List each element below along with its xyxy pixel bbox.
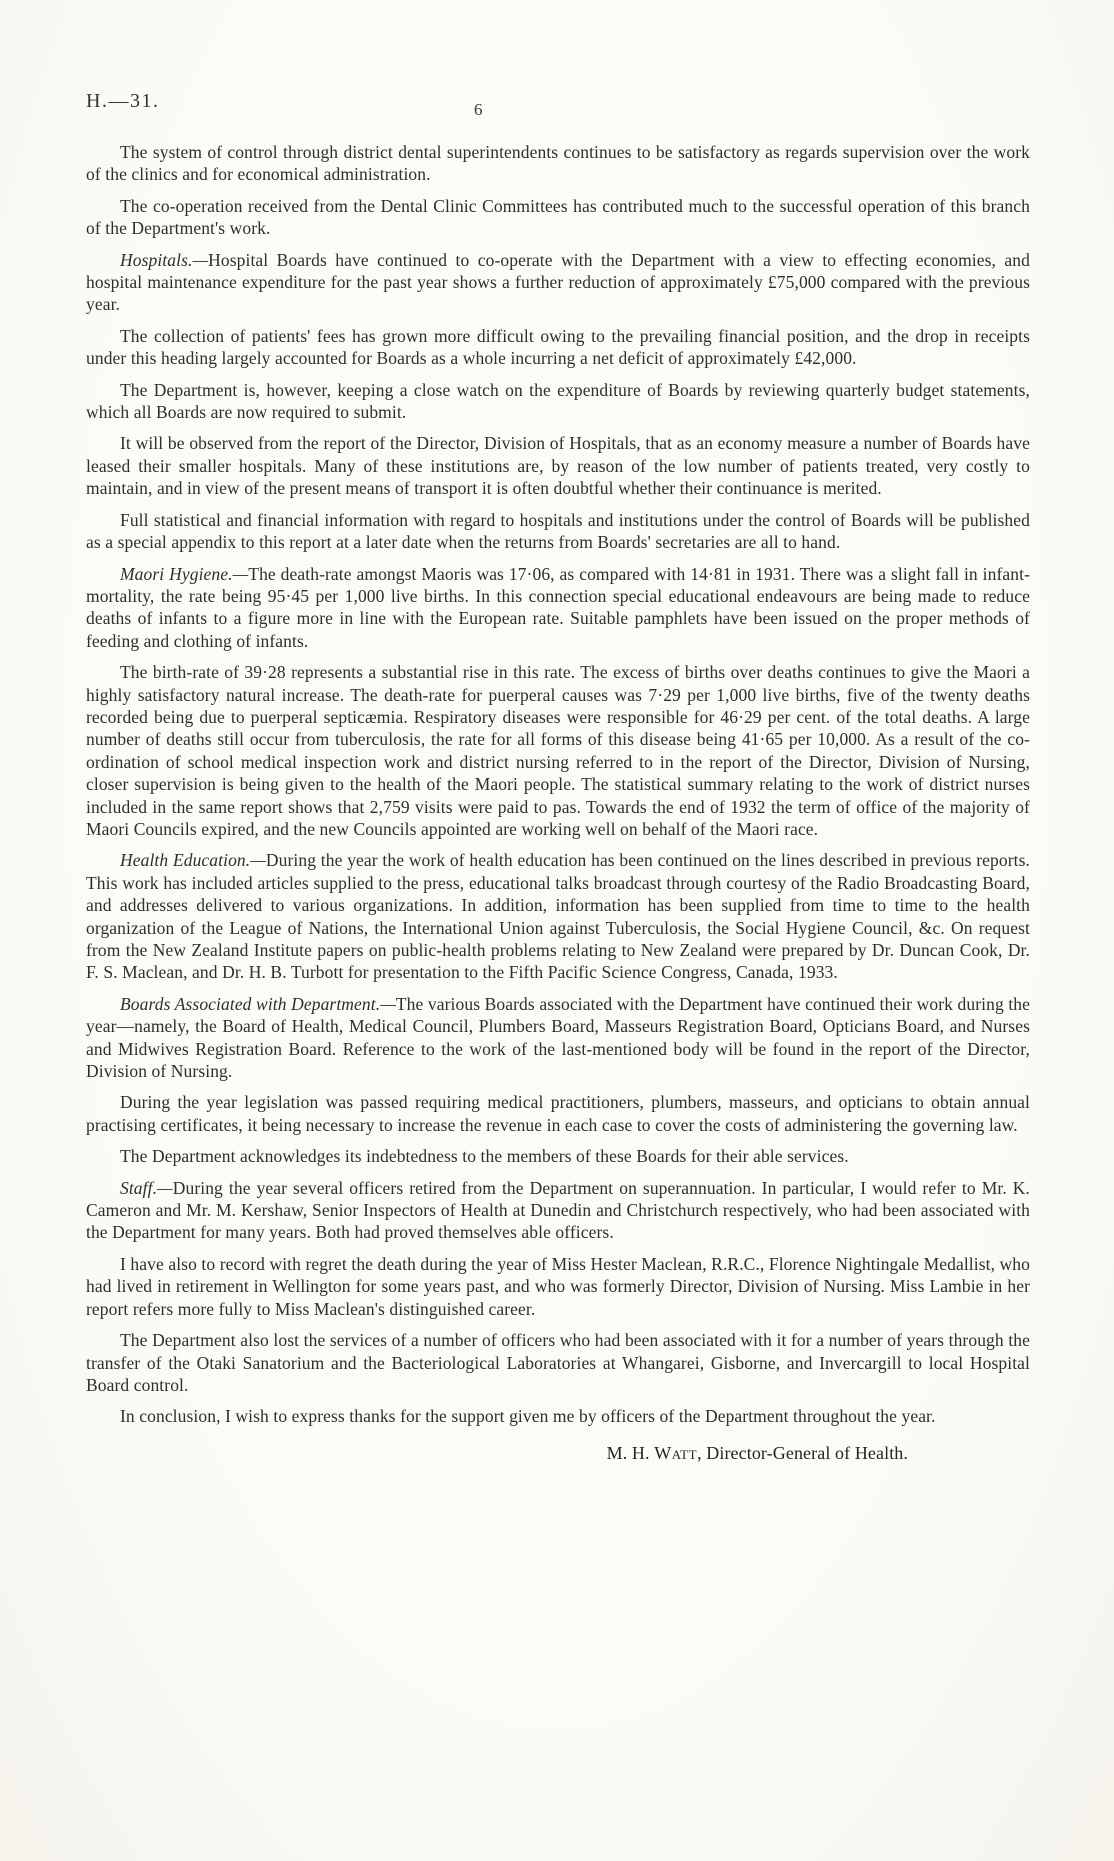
paragraph — [86, 509, 1030, 554]
paragraph — [86, 1253, 1030, 1320]
paragraph — [86, 379, 1030, 424]
paragraph — [86, 849, 1030, 983]
document-body — [86, 141, 1030, 1464]
paragraph-text: The various Boards associated with the Department have continued their work during the year—namely, the Board of Health, Medical Council, Plumbers Board, Masseurs Registration Board, Opticians Board, and Nurses and Midwives Registration Board. Reference to the work of the last-mentioned body will be found in the report of the Director, Division of Nursing. — [86, 993, 1030, 1082]
paragraph-lead: Health Education.— — [120, 850, 266, 871]
paragraph — [86, 1329, 1030, 1396]
page-number: 6 — [474, 100, 483, 119]
paragraph-text: During the year legislation was passed requiring medical practitioners, plumbers, masseurs, and opticians to obtain annual practising certificates, it being necessary to increase the revenue in each case to cover the costs of administering the governing law. — [86, 1092, 1030, 1135]
paragraph-text: The death-rate amongst Maoris was 17·06, as compared with 14·81 in 1931. There was a slight fall in infant-mortality, the rate being 95·45 per 1,000 live births. In this connection special educational endeavours are being made to reduce deaths of infants to a figure more in line with the European rate. Suitable pamphlets have been issued on the proper methods of feeding and clothing of infants. — [86, 563, 1030, 651]
paragraph-lead: Boards Associated with Department.— — [120, 993, 396, 1014]
paragraph — [86, 993, 1030, 1083]
paragraph-lead: Staff.— — [120, 1177, 173, 1198]
paragraph-text: The co-operation received from the Dental Clinic Committees has contributed much to the successful operation of this branch of the Department's work. — [86, 195, 1030, 239]
paragraph-text: I have also to record with regret the death during the year of Miss Hester Maclean, R.R.C., Florence Nightingale Medallist, who had lived in retirement in Wellington for some years past, and who was formerly Director, Division of Nursing. Miss Lambie in her report refers more fully to Miss Maclean's distinguished career. — [86, 1253, 1030, 1319]
paragraph — [86, 1405, 1030, 1427]
paragraph — [86, 1177, 1030, 1244]
page-header — [86, 90, 1030, 122]
paragraph-text: The birth-rate of 39·28 represents a substantial rise in this rate. The excess of births over deaths continues to give the Maori a highly satisfactory natural increase. The death-rate for puerperal causes was 7·29 per 1,000 live births, five of the twenty deaths recorded being due to puerperal septicæmia. Respiratory diseases were responsible for 46·29 per cent. of the total deaths. A large number of deaths still occur from tuberculosis, the rate for all forms of this disease being 41·65 per 10,000. As a result of the co-ordination of school medical inspection work and district nursing referred to in the report of the Director, Division of Nursing, closer supervision is being given to the health of the Maori people. The statistical summary relating to the work of district nurses included in the same report shows that 2,759 visits were paid to pas. Towards the end of 1932 the term of office of the majority of Maori Councils expired, and the new Councils appointed are working well on behalf of the Maori race. — [86, 662, 1030, 839]
signature-surname: Watt — [654, 1442, 698, 1463]
paragraph-text: The collection of patients' fees has grown more difficult owing to the prevailing financial position, and the drop in receipts under this heading largely accounted for Boards as a whole incurring a net deficit of approximately £42,000. — [86, 325, 1030, 369]
paragraph-text: In conclusion, I wish to express thanks for the support given me by officers of the Department throughout the year. — [120, 1406, 936, 1427]
paragraph-text: The Department is, however, keeping a close watch on the expenditure of Boards by reviewing quarterly budget statements, which all Boards are now required to submit. — [86, 379, 1030, 423]
signature-line — [86, 1442, 1030, 1464]
paragraph-text: During the year several officers retired from the Department on superannuation. In particular, I would refer to Mr. K. Cameron and Mr. M. Kershaw, Senior Inspectors of Health at Dunedin and Christchurch respectively, who had been associated with the Department for many years. Both had proved themselves able officers. — [86, 1177, 1030, 1243]
paragraph — [86, 432, 1030, 499]
paragraph-lead: Hospitals.— — [120, 249, 209, 270]
report-code: H.—31. — [86, 90, 160, 112]
paragraph — [86, 249, 1030, 316]
paragraph — [86, 141, 1030, 186]
paragraph — [86, 1091, 1030, 1136]
paragraph — [86, 195, 1030, 240]
paragraph — [86, 1145, 1030, 1167]
paragraph — [86, 325, 1030, 370]
signature-prefix: M. H. — [606, 1442, 655, 1463]
paragraph-text: The Department acknowledges its indebtedness to the members of these Boards for their able services. — [120, 1146, 849, 1167]
paragraph — [86, 661, 1030, 840]
paragraph-text: During the year the work of health education has been continued on the lines described in previous reports. This work has included articles supplied to the press, educational talks broadcast through courtesy of the Radio Broadcasting Board, and addresses delivered to various organizations. In addition, information has been supplied from time to time to the health organization of the League of Nations, the International Union against Tuberculosis, the Social Hygiene Council, &c. On request from the New Zealand Institute papers on public-health problems relating to New Zealand were prepared by Dr. Duncan Cook, Dr. F. S. Maclean, and Dr. H. B. Turbott for presentation to the Fifth Pacific Science Congress, Canada, 1933. — [86, 850, 1031, 983]
signature-suffix: , Director-General of Health. — [697, 1442, 908, 1463]
paragraph-text: The Department also lost the services of a number of officers who had been associated with it for a number of years through the transfer of the Otaki Sanatorium and the Bacteriological Laboratories at Whangarei, Gisborne, and Invercargill to local Hospital Board control. — [86, 1330, 1030, 1395]
paragraph-text: Full statistical and financial information with regard to hospitals and institutions under the control of Boards will be published as a special appendix to this report at a later date when the returns from Boards' secretaries are all to hand. — [86, 509, 1030, 553]
paragraph-text: It will be observed from the report of the Director, Division of Hospitals, that as an economy measure a number of Boards have leased their smaller hospitals. Many of these institutions are, by reason of the low number of patients treated, very costly to maintain, and in view of the present means of transport it is often doubtful whether their continuance is merited. — [86, 433, 1030, 499]
paragraph-lead: Maori Hygiene.— — [120, 563, 249, 584]
paragraph-text: Hospital Boards have continued to co-operate with the Department with a view to effecting economies, and hospital maintenance expenditure for the past year shows a further reduction of approximately £75,000 compared with the previous year. — [86, 249, 1030, 315]
paragraph-text: The system of control through district dental superintendents continues to be satisfactory as regards supervision over the work of the clinics and for economical administration. — [86, 142, 1030, 185]
paragraph — [86, 563, 1030, 653]
